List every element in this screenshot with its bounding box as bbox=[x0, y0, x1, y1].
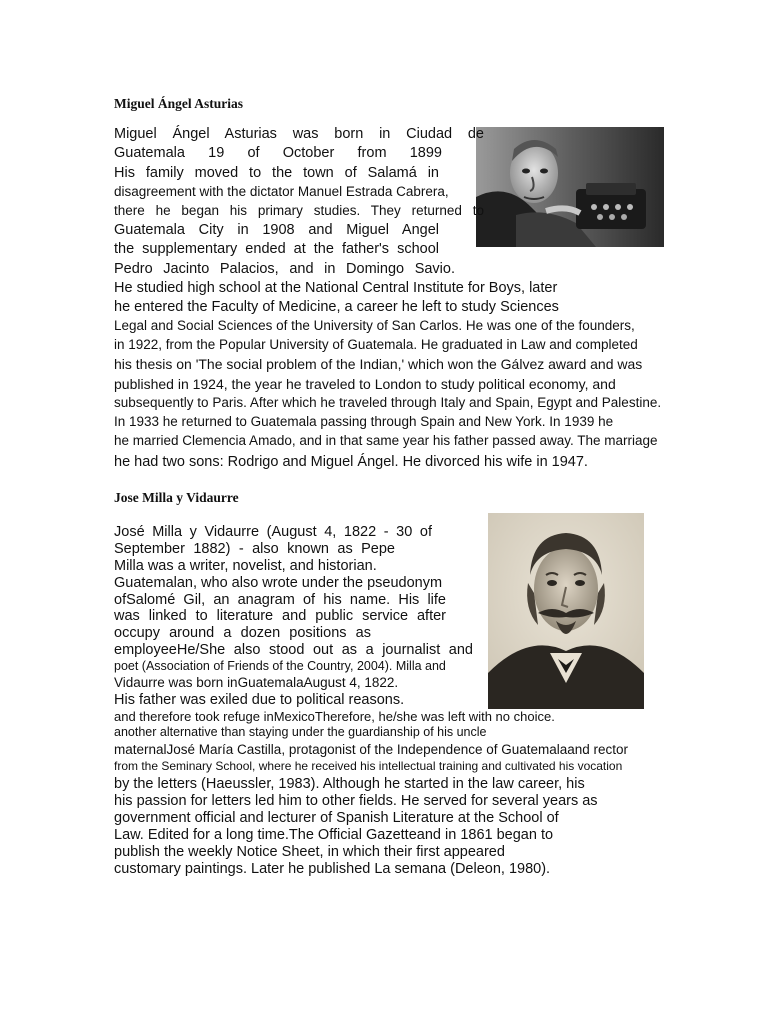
section-heading-milla: Jose Milla y Vidaurre bbox=[114, 490, 239, 505]
milla-portrait-photo bbox=[488, 513, 644, 709]
bio-line: Guatemala 19 of October from 1899 bbox=[114, 145, 442, 161]
bio-line: ofSalomé Gil, an anagram of his name. His life bbox=[114, 592, 446, 608]
bio-line: He studied high school at the National Central Institute for Boys, later bbox=[114, 280, 558, 296]
bio-line: disagreement with the dictator Manuel Estrada Cabrera, bbox=[114, 184, 449, 199]
bio-line: Guatemalan, who also wrote under the pseudonym bbox=[114, 575, 443, 591]
bio-line: subsequently to Paris. After which he traveled through Italy and Spain, Egypt and Palestine. bbox=[114, 395, 662, 410]
bio-line: another alternative than staying under the guardianship of his uncle bbox=[114, 725, 487, 739]
bio-line: Vidaurre was born inGuatemalaAugust 4, 1822. bbox=[114, 675, 399, 690]
bio-line: poet (Association of Friends of the Country, 2004). Milla and bbox=[114, 659, 446, 673]
bio-line: occupy around a dozen positions as bbox=[114, 625, 371, 641]
bio-line: José Milla y Vidaurre (August 4, 1822 - 30 of bbox=[114, 524, 432, 540]
bio-line: he entered the Faculty of Medicine, a career he left to study Sciences bbox=[114, 299, 559, 315]
bio-line: customary paintings. Later he published La semana (Deleon, 1980). bbox=[114, 861, 551, 877]
bio-line: government official and lecturer of Spanish Literature at the School of bbox=[114, 810, 559, 826]
bio-line: Law. Edited for a long time.The Official Gazetteand in 1861 began to bbox=[114, 827, 554, 843]
bio-line: His father was exiled due to political reasons. bbox=[114, 692, 405, 708]
bio-line: September 1882) - also known as Pepe bbox=[114, 541, 395, 557]
milla-portrait-image bbox=[488, 513, 644, 709]
bio-line: maternalJosé María Castilla, protagonist of the Independence of Guatemalaand rector bbox=[114, 742, 629, 757]
bio-line: His family moved to the town of Salamá in bbox=[114, 165, 439, 181]
bio-line: in 1922, from the Popular University of Guatemala. He graduated in Law and completed bbox=[114, 337, 638, 352]
bio-line: there he began his primary studies. They returned to bbox=[114, 203, 484, 218]
bio-line: the supplementary ended at the father's school bbox=[114, 241, 439, 257]
bio-line: Guatemala City in 1908 and Miguel Angel bbox=[114, 222, 439, 238]
bio-line: was linked to literature and public service after bbox=[114, 608, 446, 624]
bio-line: Miguel Ángel Asturias was born in Ciudad de bbox=[114, 126, 484, 142]
bio-line: In 1933 he returned to Guatemala passing through Spain and New York. In 1939 he bbox=[114, 414, 614, 429]
bio-line: Pedro Jacinto Palacios, and in Domingo Savio. bbox=[114, 261, 455, 277]
bio-line: and therefore took refuge inMexicoTherefore, he/she was left with no choice. bbox=[114, 709, 555, 724]
bio-line: he had two sons: Rodrigo and Miguel Ángel. He divorced his wife in 1947. bbox=[114, 454, 588, 470]
asturias-portrait-image bbox=[476, 127, 664, 247]
bio-line: his thesis on 'The social problem of the Indian,' which won the Gálvez award and was bbox=[114, 356, 643, 372]
asturias-portrait-photo bbox=[476, 127, 664, 247]
section-heading-asturias: Miguel Ángel Asturias bbox=[114, 96, 244, 111]
bio-line: Legal and Social Sciences of the University of San Carlos. He was one of the founders, bbox=[114, 318, 635, 333]
bio-line: he married Clemencia Amado, and in that same year his father passed away. The marriage bbox=[114, 433, 658, 448]
bio-line: his passion for letters led him to other fields. He served for several years as bbox=[114, 793, 598, 809]
bio-line: Milla was a writer, novelist, and historian. bbox=[114, 558, 377, 574]
bio-line: publish the weekly Notice Sheet, in which their first appeared bbox=[114, 844, 505, 860]
bio-line: published in 1924, the year he traveled to London to study political economy, and bbox=[114, 376, 616, 392]
bio-line: from the Seminary School, where he received his intellectual training and cultivated his vocation bbox=[114, 759, 623, 773]
bio-line: employeeHe/She also stood out as a journalist and bbox=[114, 642, 473, 658]
bio-line: by the letters (Haeussler, 1983). Although he started in the law career, his bbox=[114, 776, 585, 792]
